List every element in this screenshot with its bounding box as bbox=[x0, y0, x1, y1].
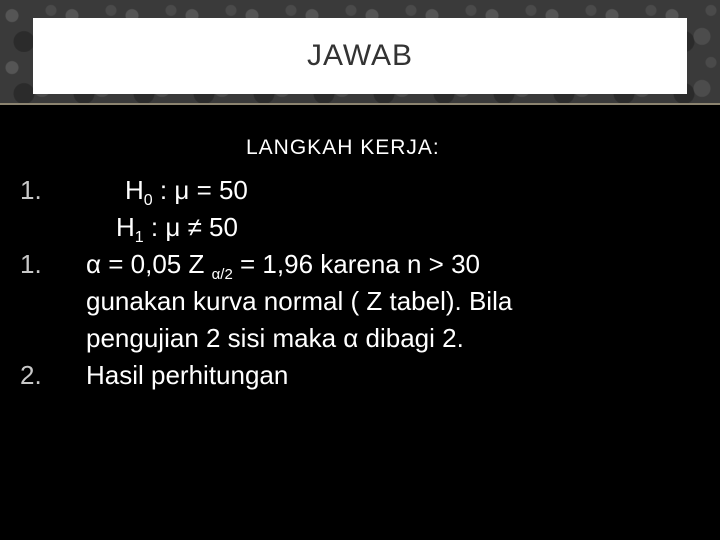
subscript: α/2 bbox=[211, 266, 233, 283]
title-box bbox=[33, 18, 687, 94]
continuation-text: gunakan kurva normal ( Z tabel). Bila bbox=[86, 286, 513, 316]
h-letter: H bbox=[116, 212, 135, 242]
list-number: 1. bbox=[20, 249, 42, 279]
list-item-continuation bbox=[20, 283, 710, 320]
list-number: 2. bbox=[20, 360, 42, 390]
result-text: Hasil perhitungan bbox=[86, 360, 289, 390]
continuation-text: pengujian 2 sisi maka α dibagi 2. bbox=[86, 323, 464, 353]
h-letter: H bbox=[125, 175, 144, 205]
h1-statement: : μ ≠ 50 bbox=[143, 212, 238, 242]
list-item bbox=[20, 246, 710, 283]
list-number: 1. bbox=[20, 175, 42, 205]
list-item bbox=[20, 172, 710, 209]
page-title: JAWAB bbox=[306, 39, 414, 72]
header-divider bbox=[0, 103, 720, 105]
content-list bbox=[20, 172, 710, 394]
subscript: 1 bbox=[134, 229, 144, 246]
h0-statement: : μ = 50 bbox=[152, 175, 248, 205]
alpha-text: α = 0,05 Z bbox=[86, 249, 212, 279]
subscript: 0 bbox=[143, 192, 153, 209]
alpha-text-rest: = 1,96 karena n > 30 bbox=[232, 249, 480, 279]
list-item bbox=[20, 209, 710, 246]
list-item-continuation bbox=[20, 320, 710, 357]
section-subtitle: LANGKAH KERJA: bbox=[246, 136, 440, 159]
list-item bbox=[20, 357, 710, 394]
